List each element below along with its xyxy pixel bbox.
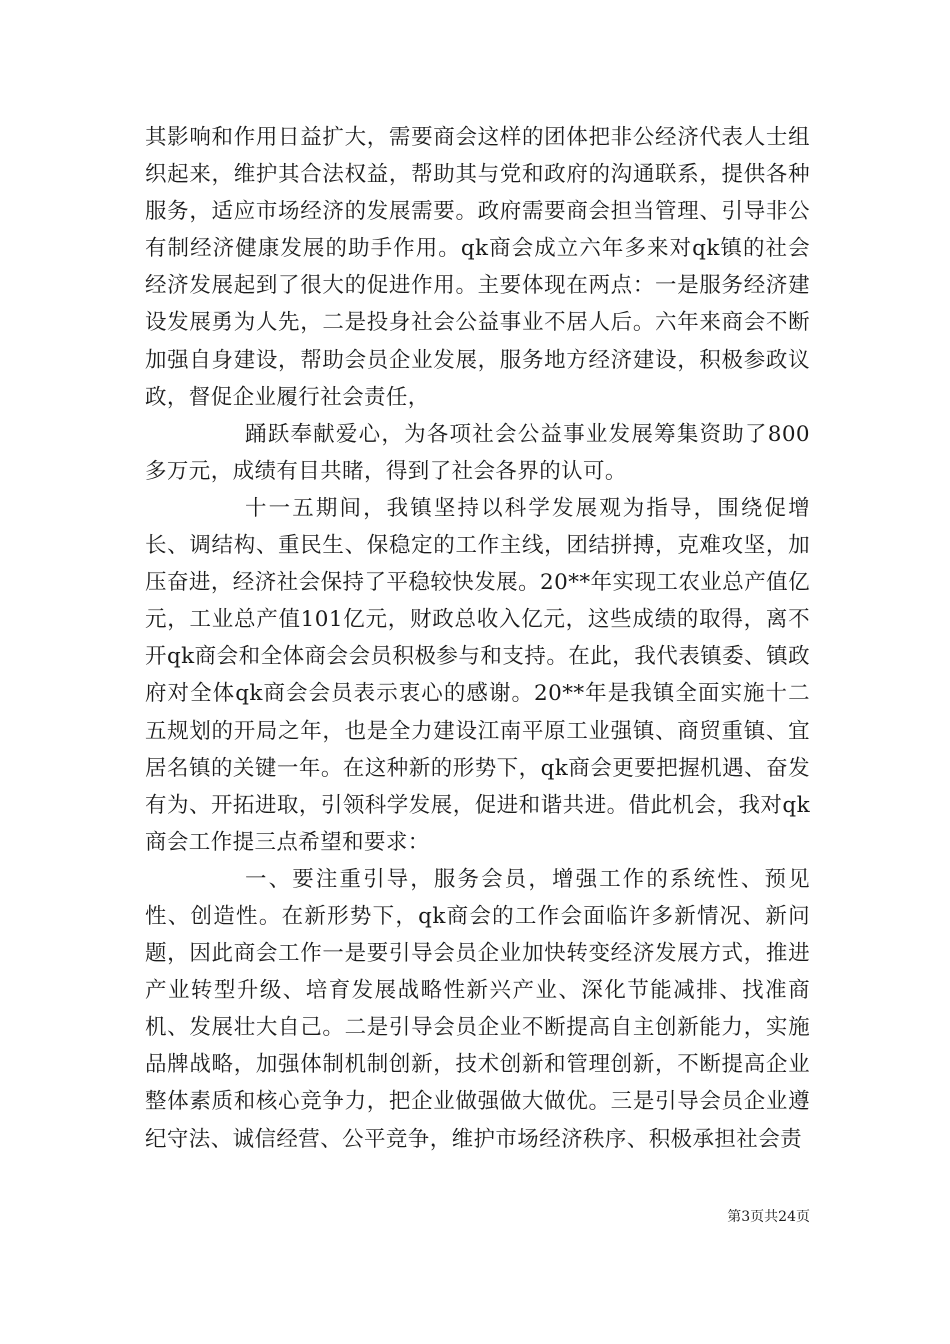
paragraph-2: 踊跃奉献爱心，为各项社会公益事业发展筹集资助了800多万元，成绩有目共睹，得到了社会各界的认可。: [145, 421, 810, 484]
paragraph-1: 其影响和作用日益扩大，需要商会这样的团体把非公经济代表人士组织起来，维护其合法权益，帮助其与党和政府的沟通联系，提供各种服务，适应市场经济的发展需要。政府需要商会担当管理、引导非公有制经济健康发展的助手作用。qk商会成立六年多来对qk镇的社会经济发展起到了很大的促进作用。主要体现在两点：一是服务经济建设发展勇为人先，二是投身社会公益事业不居人后。六年来商会不断加强自身建设，帮助会员企业发展，服务地方经济建设，积极参政议政，督促企业履行社会责任，: [145, 125, 810, 410]
page-number-footer: 第3页共24页: [727, 1209, 810, 1225]
document-body: [145, 119, 810, 1158]
paragraph-4: 一、要注重引导，服务会员，增强工作的系统性、预见性、创造性。在新形势下，qk商会的工作会面临许多新情况、新问题，因此商会工作一是要引导会员企业加快转变经济发展方式，推进产业转型升级、培育发展战略性新兴产业、深化节能减排、找准商机、发展壮大自己。二是引导会员企业不断提高自主创新能力，实施品牌战略，加强体制机制创新，技术创新和管理创新，不断提高企业整体素质和核心竞争力，把企业做强做大做优。三是引导会员企业遵纪守法、诚信经营、公平竞争，维护市场经济秩序、积极承担社会责: [145, 866, 810, 1152]
paragraph-3: 十一五期间，我镇坚持以科学发展观为指导，围绕促增长、调结构、重民生、保稳定的工作主线，团结拼搏，克难攻坚，加压奋进，经济社会保持了平稳较快发展。20**年实现工农业总产值亿元，工业总产值101亿元，财政总收入亿元，这些成绩的取得，离不开qk商会和全体商会会员积极参与和支持。在此，我代表镇委、镇政府对全体qk商会会员表示衷心的感谢。20**年是我镇全面实施十二五规划的开局之年，也是全力建设江南平原工业强镇、商贸重镇、宜居名镇的关键一年。在这种新的形势下，qk商会更要把握机遇、奋发有为、开拓进取，引领科学发展，促进和谐共进。借此机会，我对qk商会工作提三点希望和要求：: [145, 495, 810, 855]
